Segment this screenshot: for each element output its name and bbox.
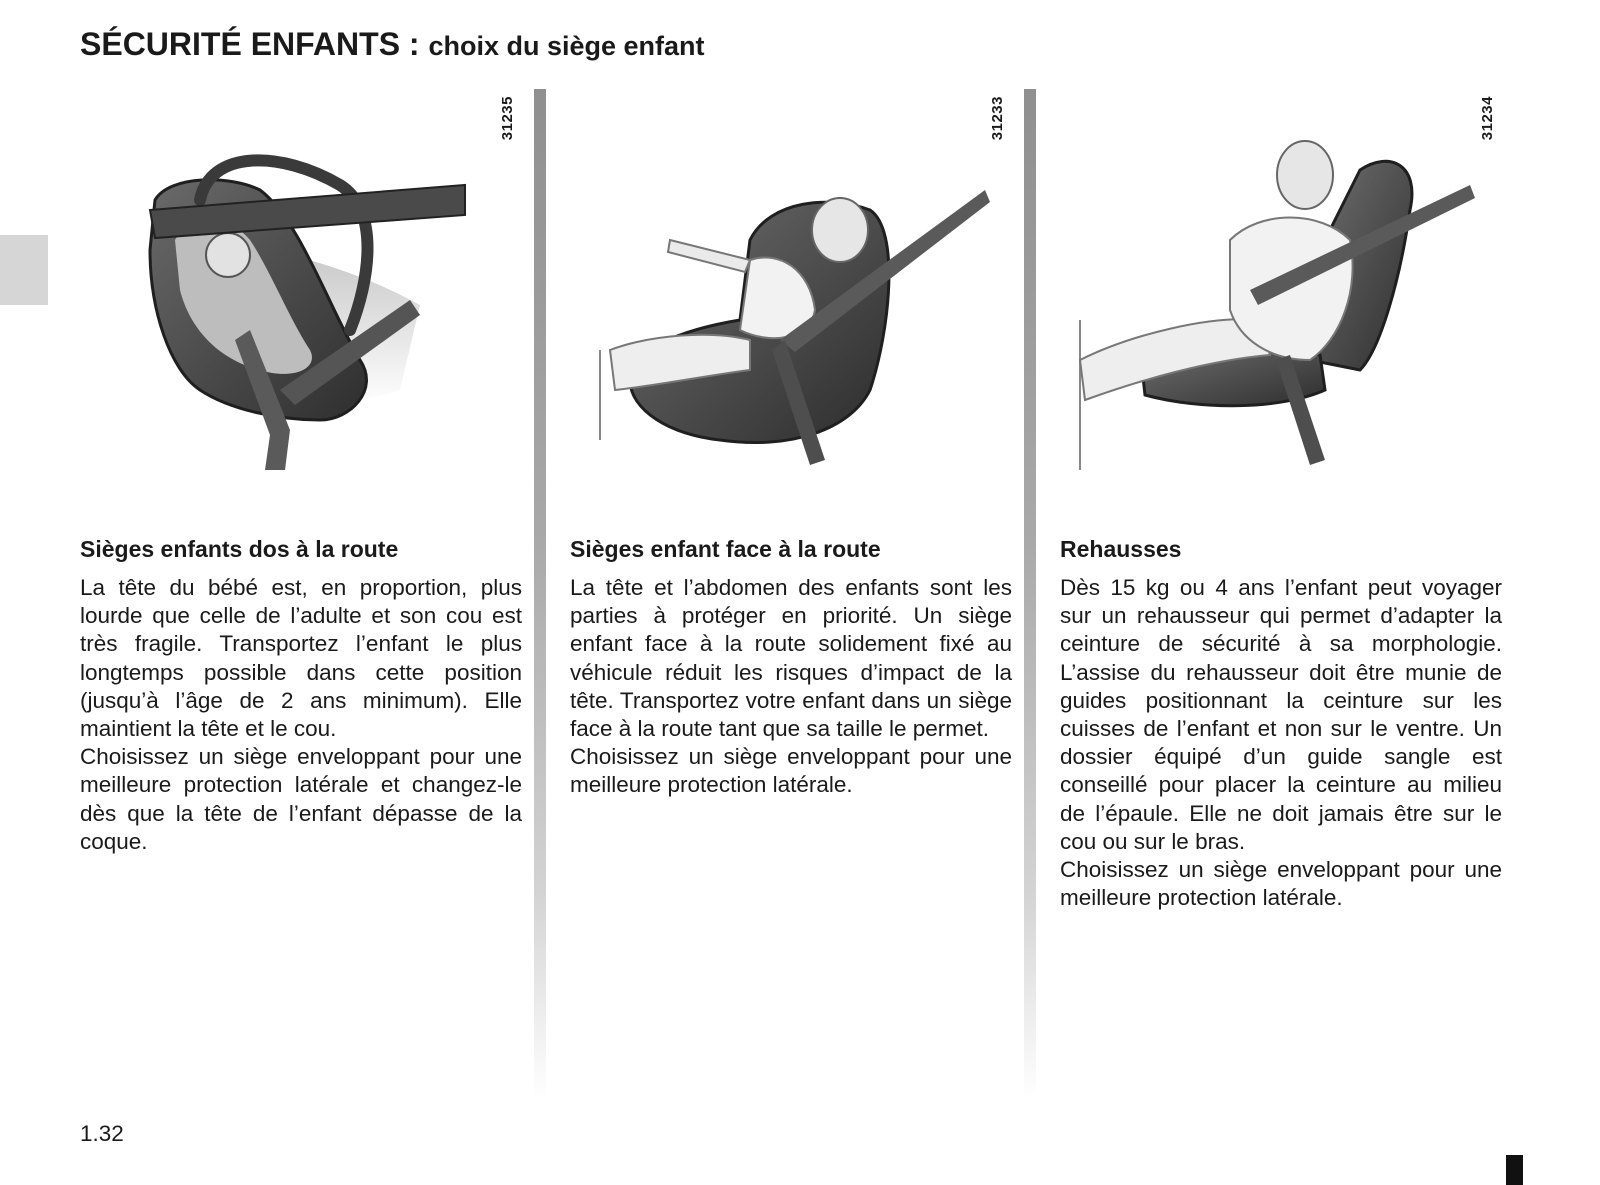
column-heading-3: Rehausses — [1060, 536, 1182, 562]
chapter-side-tab — [0, 235, 48, 305]
figure-code-2: 31233 — [989, 96, 1006, 141]
column-forward-facing — [570, 90, 1012, 800]
paragraph-1-2: Choisissez un siège enveloppant pour une meilleure protection latérale et changez-le dès que la tête de l’enfant dépasse de la coque. — [80, 744, 522, 854]
rear-facing-infant-carrier-illustration — [80, 90, 522, 520]
figure-forward-facing — [570, 90, 1012, 520]
column-body-3 — [1060, 574, 1502, 912]
page-number: 1.32 — [80, 1121, 124, 1146]
column-booster — [1060, 90, 1502, 912]
paragraph-3-2: Choisissez un siège enveloppant pour une meilleure protection latérale. — [1060, 857, 1502, 911]
column-body-1 — [80, 574, 522, 856]
figure-code-1: 31235 — [499, 96, 516, 141]
column-heading-2: Sièges enfant face à la route — [570, 536, 881, 562]
column-divider-1 — [534, 89, 546, 1099]
column-heading-1: Sièges enfants dos à la route — [80, 536, 399, 562]
column-divider-2 — [1024, 89, 1036, 1099]
figure-rear-facing — [80, 90, 522, 520]
column-rear-facing — [80, 90, 522, 856]
page-title-sub: choix du siège enfant — [428, 31, 705, 61]
page-title — [80, 26, 705, 63]
booster-seat-illustration — [1060, 90, 1502, 520]
paragraph-2-2: Choisissez un siège enveloppant pour une meilleure protection latérale. — [570, 744, 1012, 798]
page-title-main: SÉCURITÉ ENFANTS : — [80, 26, 420, 62]
paragraph-1-1: La tête du bébé est, en proportion, plus lourde que celle de l’adulte et son cou est très fragile. Transportez l’enfant le plus longtemps possible dans cette position (jusqu’à l’âge de 2 ans minimum). Elle maintient la tête et le cou. — [80, 575, 522, 742]
figure-booster — [1060, 90, 1502, 520]
paragraph-3-1: Dès 15 kg ou 4 ans l’enfant peut voyager sur un rehausseur qui permet d’adapter la ceinture de sécurité à sa morphologie. L’assise du rehausseur doit être munie de guides positionnant la ceinture sur les cuisses de l’enfant et non sur le ventre. Un dossier équipé d’un guide sangle est conseillé pour placer la ceinture au milieu de l’épaule. Elle ne doit jamais être sur le cou ou sur le bras. — [1060, 575, 1502, 854]
page-corner-mark — [1506, 1155, 1523, 1185]
column-body-2 — [570, 574, 1012, 800]
figure-code-3: 31234 — [1479, 96, 1496, 141]
forward-facing-child-seat-illustration — [570, 90, 1012, 520]
paragraph-2-1: La tête et l’abdomen des enfants sont les parties à protéger en priorité. Un siège enfant face à la route solidement fixé au véhicule réduit les risques d’impact de la tête. Transportez votre enfant dans un siège face à la route tant que sa taille le permet. — [570, 575, 1012, 742]
